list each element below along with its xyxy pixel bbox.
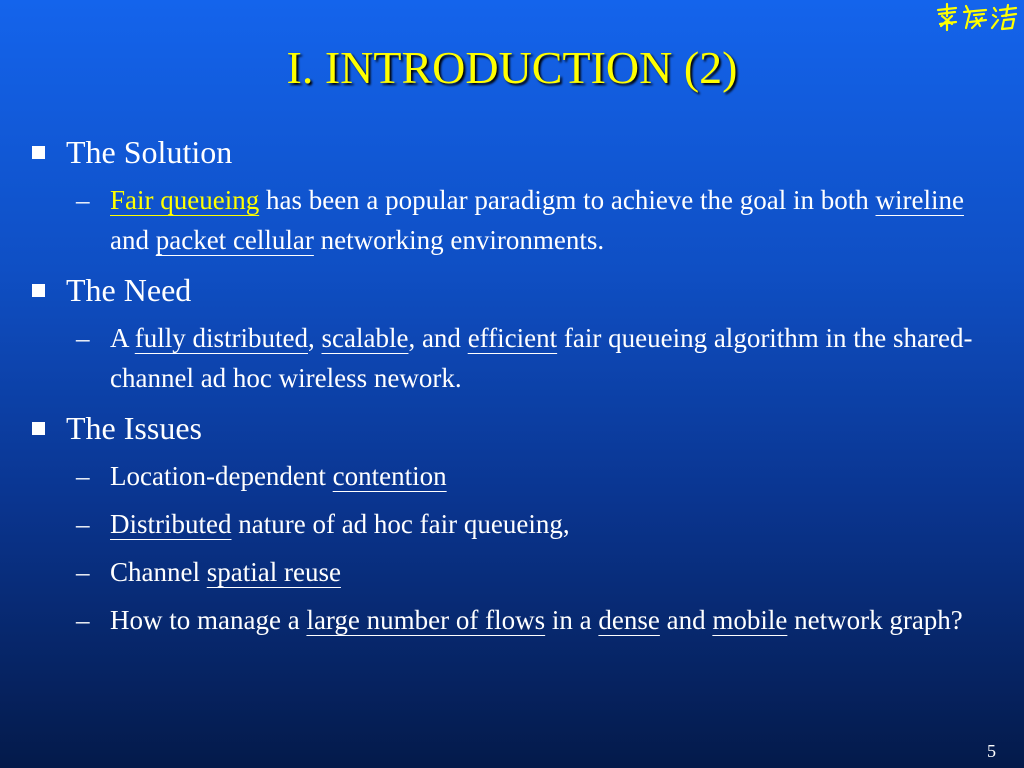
underlined-term: efficient xyxy=(467,323,558,353)
bullet-label: The Solution xyxy=(66,134,233,170)
bullet-label: The Issues xyxy=(66,410,202,446)
dash-bullet-icon: – xyxy=(76,461,90,491)
underlined-term: dense xyxy=(598,605,660,635)
sub-bullet-text: Location-dependent xyxy=(110,461,333,491)
underlined-term: Fair queueing xyxy=(110,185,260,215)
slide-title: I. INTRODUCTION (2) xyxy=(286,42,738,93)
underlined-term: mobile xyxy=(712,605,788,635)
underlined-term: Distributed xyxy=(110,509,232,539)
dash-bullet-icon: – xyxy=(76,557,90,587)
sub-bullet-text: , and xyxy=(408,323,468,353)
bullet-item xyxy=(28,130,988,174)
sub-bullet-text: nature of ad hoc fair queueing, xyxy=(231,509,570,539)
sub-bullet-text: has been a popular paradigm to achieve the goal in both xyxy=(259,185,876,215)
bullet-label: The Need xyxy=(66,272,192,308)
sub-bullet-text: networking environments. xyxy=(313,225,605,255)
dash-bullet-icon: – xyxy=(76,605,90,635)
sub-bullet-text: How to manage a xyxy=(110,605,307,635)
page-number: 5 xyxy=(987,741,996,761)
dash-bullet-icon: – xyxy=(76,509,90,539)
sub-bullet-text: and xyxy=(110,225,156,255)
square-bullet-icon xyxy=(32,422,45,435)
underlined-term: contention xyxy=(332,461,447,491)
sub-bullet-text: and xyxy=(659,605,713,635)
sub-bullet-text: , xyxy=(308,323,322,353)
sub-bullet-list xyxy=(28,318,988,398)
sub-bullet-list xyxy=(28,180,988,260)
bullet-item xyxy=(28,268,988,312)
slide-body xyxy=(28,130,988,648)
handwritten-signature xyxy=(934,2,1018,32)
sub-bullet-item xyxy=(28,552,988,592)
underlined-term: spatial reuse xyxy=(206,557,341,587)
sub-bullet-item xyxy=(28,180,988,260)
dash-bullet-icon: – xyxy=(76,185,90,215)
underlined-term: fully distributed xyxy=(134,323,308,353)
sub-bullet-text: fair queueing algorithm in the shared-channel ad hoc wireless nework. xyxy=(110,323,973,393)
dash-bullet-icon: – xyxy=(76,323,90,353)
sub-bullet-item xyxy=(28,318,988,398)
sub-bullet-item xyxy=(28,504,988,544)
sub-bullet-text: Channel xyxy=(110,557,207,587)
square-bullet-icon xyxy=(32,284,45,297)
underlined-term: scalable xyxy=(321,323,409,353)
bullet-item xyxy=(28,406,988,450)
sub-bullet-list xyxy=(28,456,988,640)
underlined-term: packet cellular xyxy=(155,225,314,255)
sub-bullet-text: A xyxy=(110,323,135,353)
square-bullet-icon xyxy=(32,146,45,159)
underlined-term: large number of flows xyxy=(306,605,546,635)
sub-bullet-item xyxy=(28,456,988,496)
sub-bullet-text: in a xyxy=(545,605,599,635)
sub-bullet-item xyxy=(28,600,988,640)
underlined-term: wireline xyxy=(875,185,964,215)
sub-bullet-text: network graph? xyxy=(787,605,963,635)
